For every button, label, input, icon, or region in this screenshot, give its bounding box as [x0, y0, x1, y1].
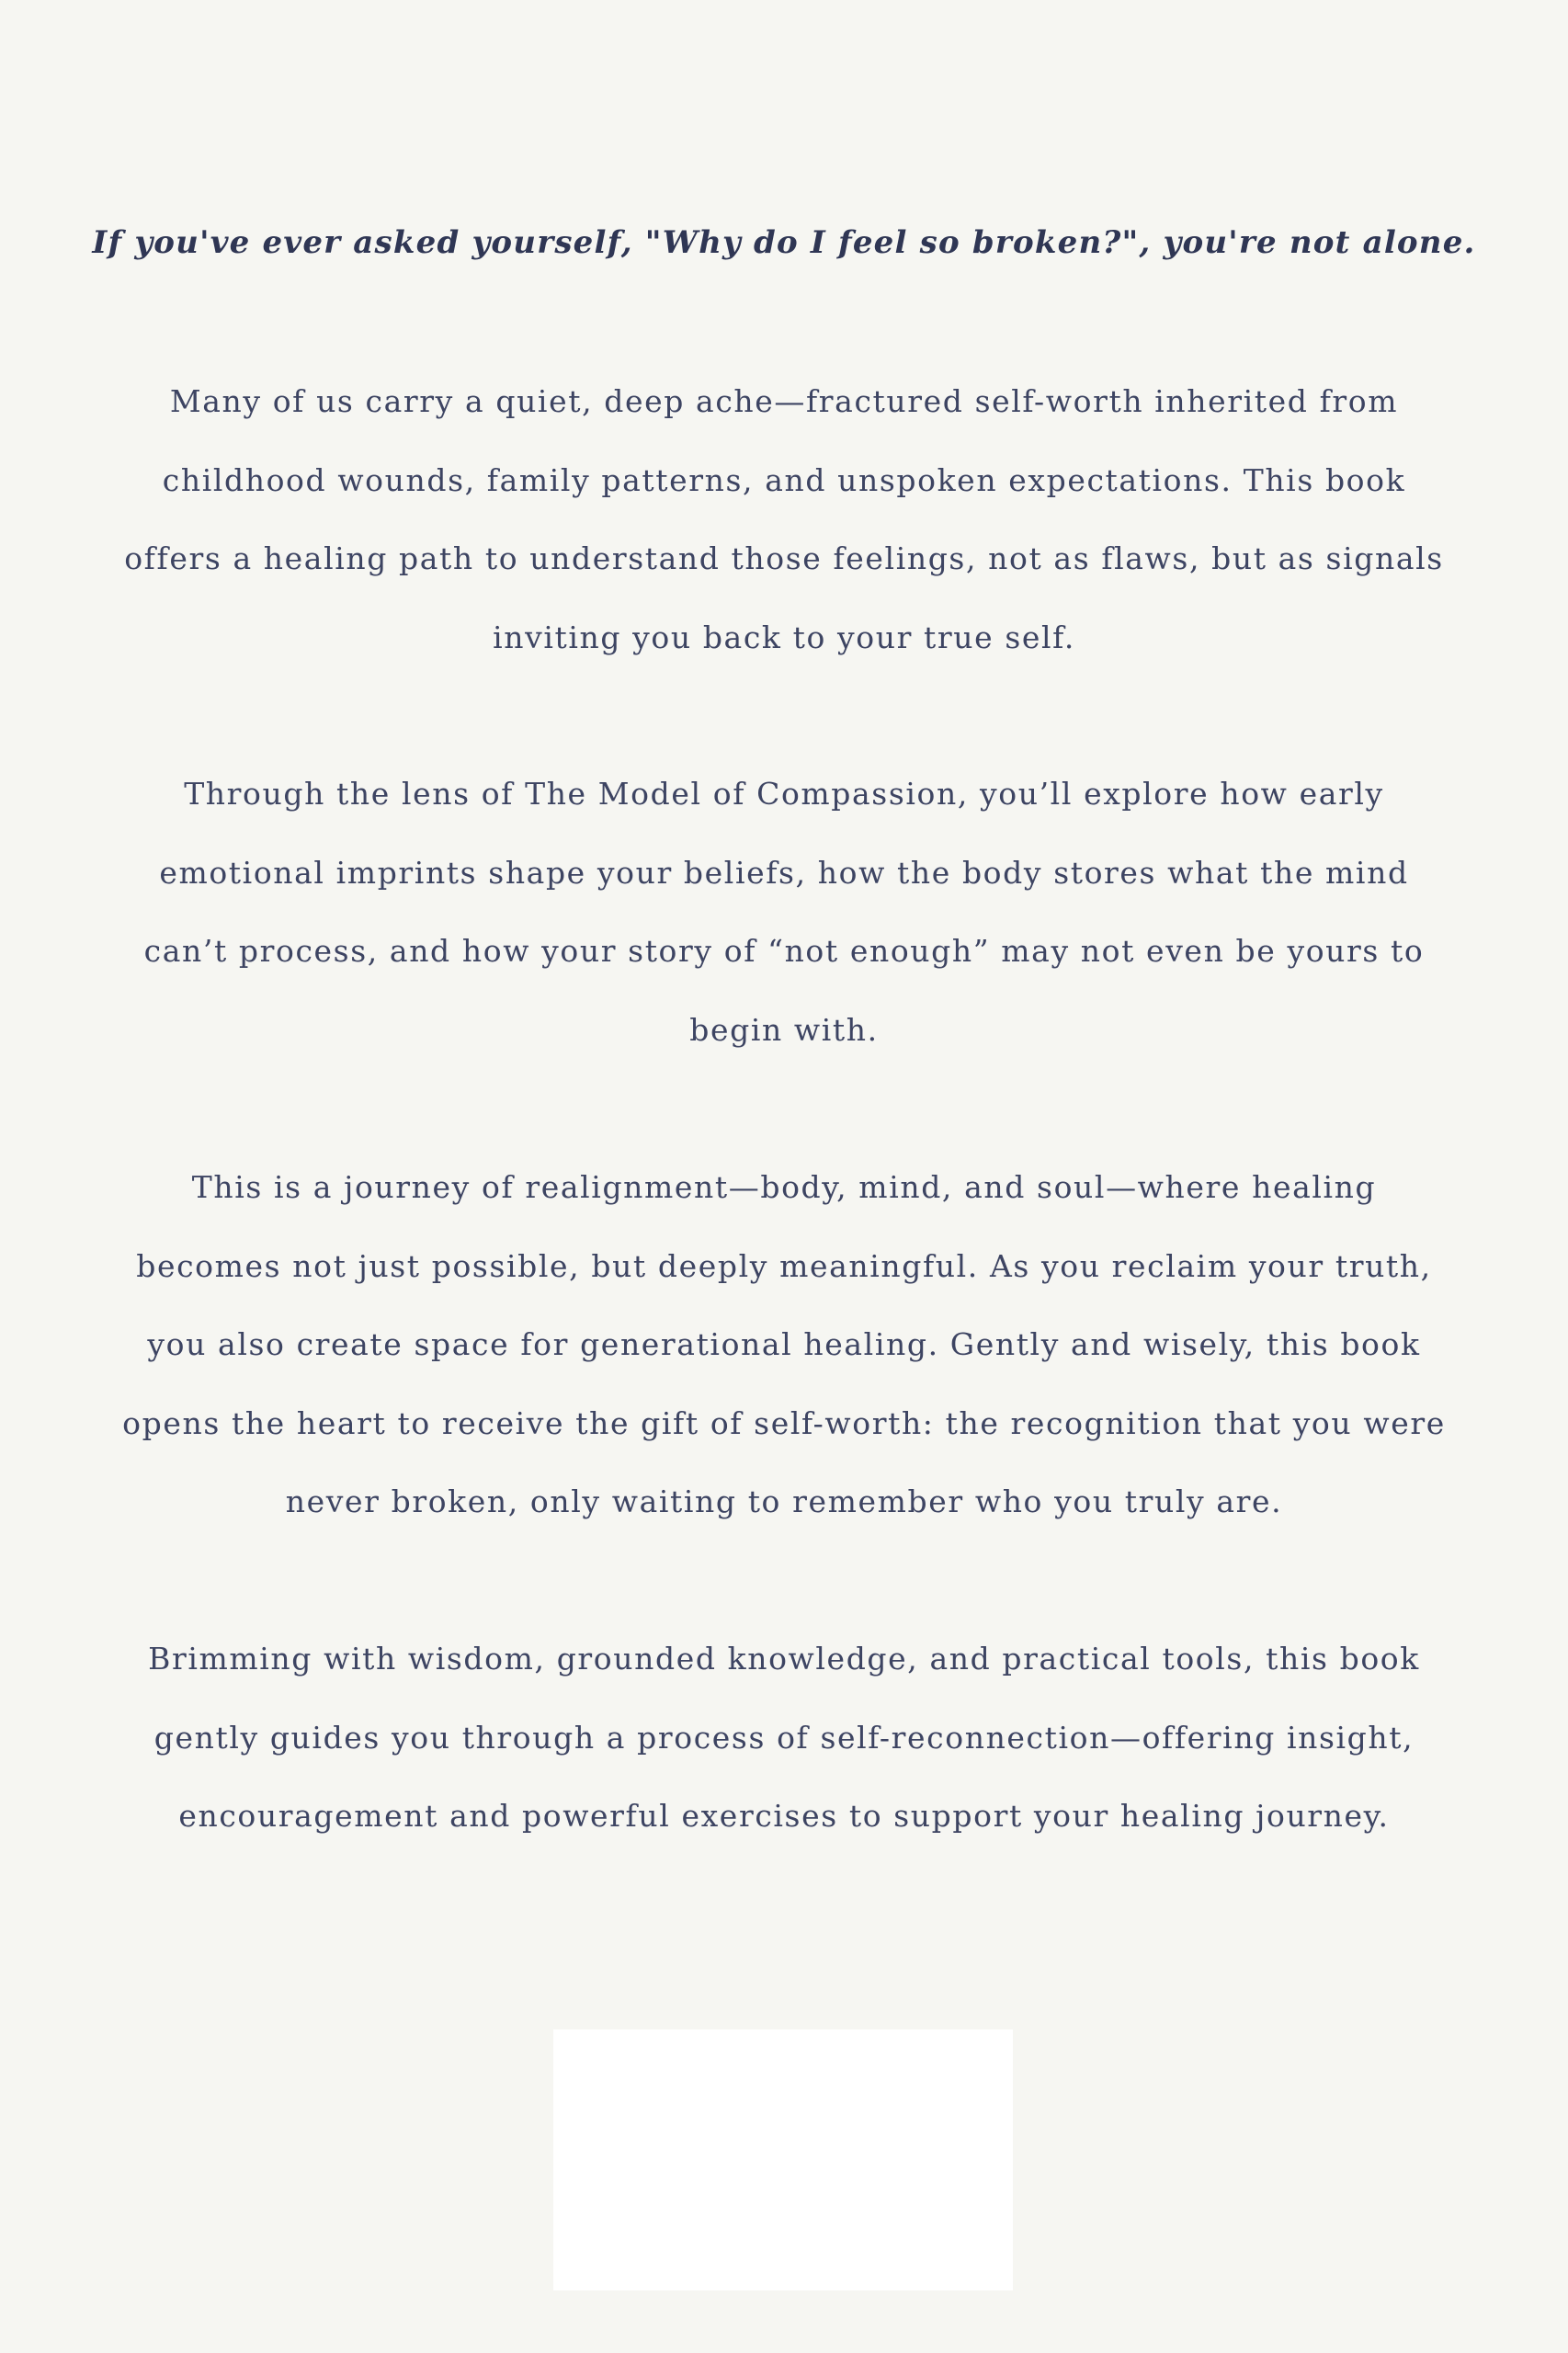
paragraph-tools: Brimming with wisdom, grounded knowledge, and practical tools, this book gently guides you through a process of self-reconnection—offering insight, encouragement and powerful exercises to support your healing journey. — [148, 1641, 1420, 1834]
barcode-placeholder — [553, 2029, 1013, 2290]
paragraph-journey: This is a journey of realignment—body, mind, and soul—where healing becomes not just possible, but deeply meaningful. As you reclaim your truth, you also create space for generational healing. Gently and wisely, this book opens the heart to receive the gift of self-worth: the recognition that you were never broken, only waiting to remember who you truly are. — [122, 1169, 1446, 1519]
paragraph-model: Through the lens of The Model of Compassion, you’ll explore how early emotional imprints shape your beliefs, how the body stores what the mind can’t process, and how your story of “not enough” may not even be yours to begin with. — [143, 776, 1425, 1048]
headline: If you've ever asked yourself, "Why do I feel so broken?", you're not alone. — [92, 224, 1476, 261]
paragraph-intro: Many of us carry a quiet, deep ache—fractured self-worth inherited from childhood wounds, family patterns, and unspoken expectations. This book offers a healing path to understand those feelings, not as flaws, but as signals inviting you back to your true self. — [124, 383, 1444, 655]
